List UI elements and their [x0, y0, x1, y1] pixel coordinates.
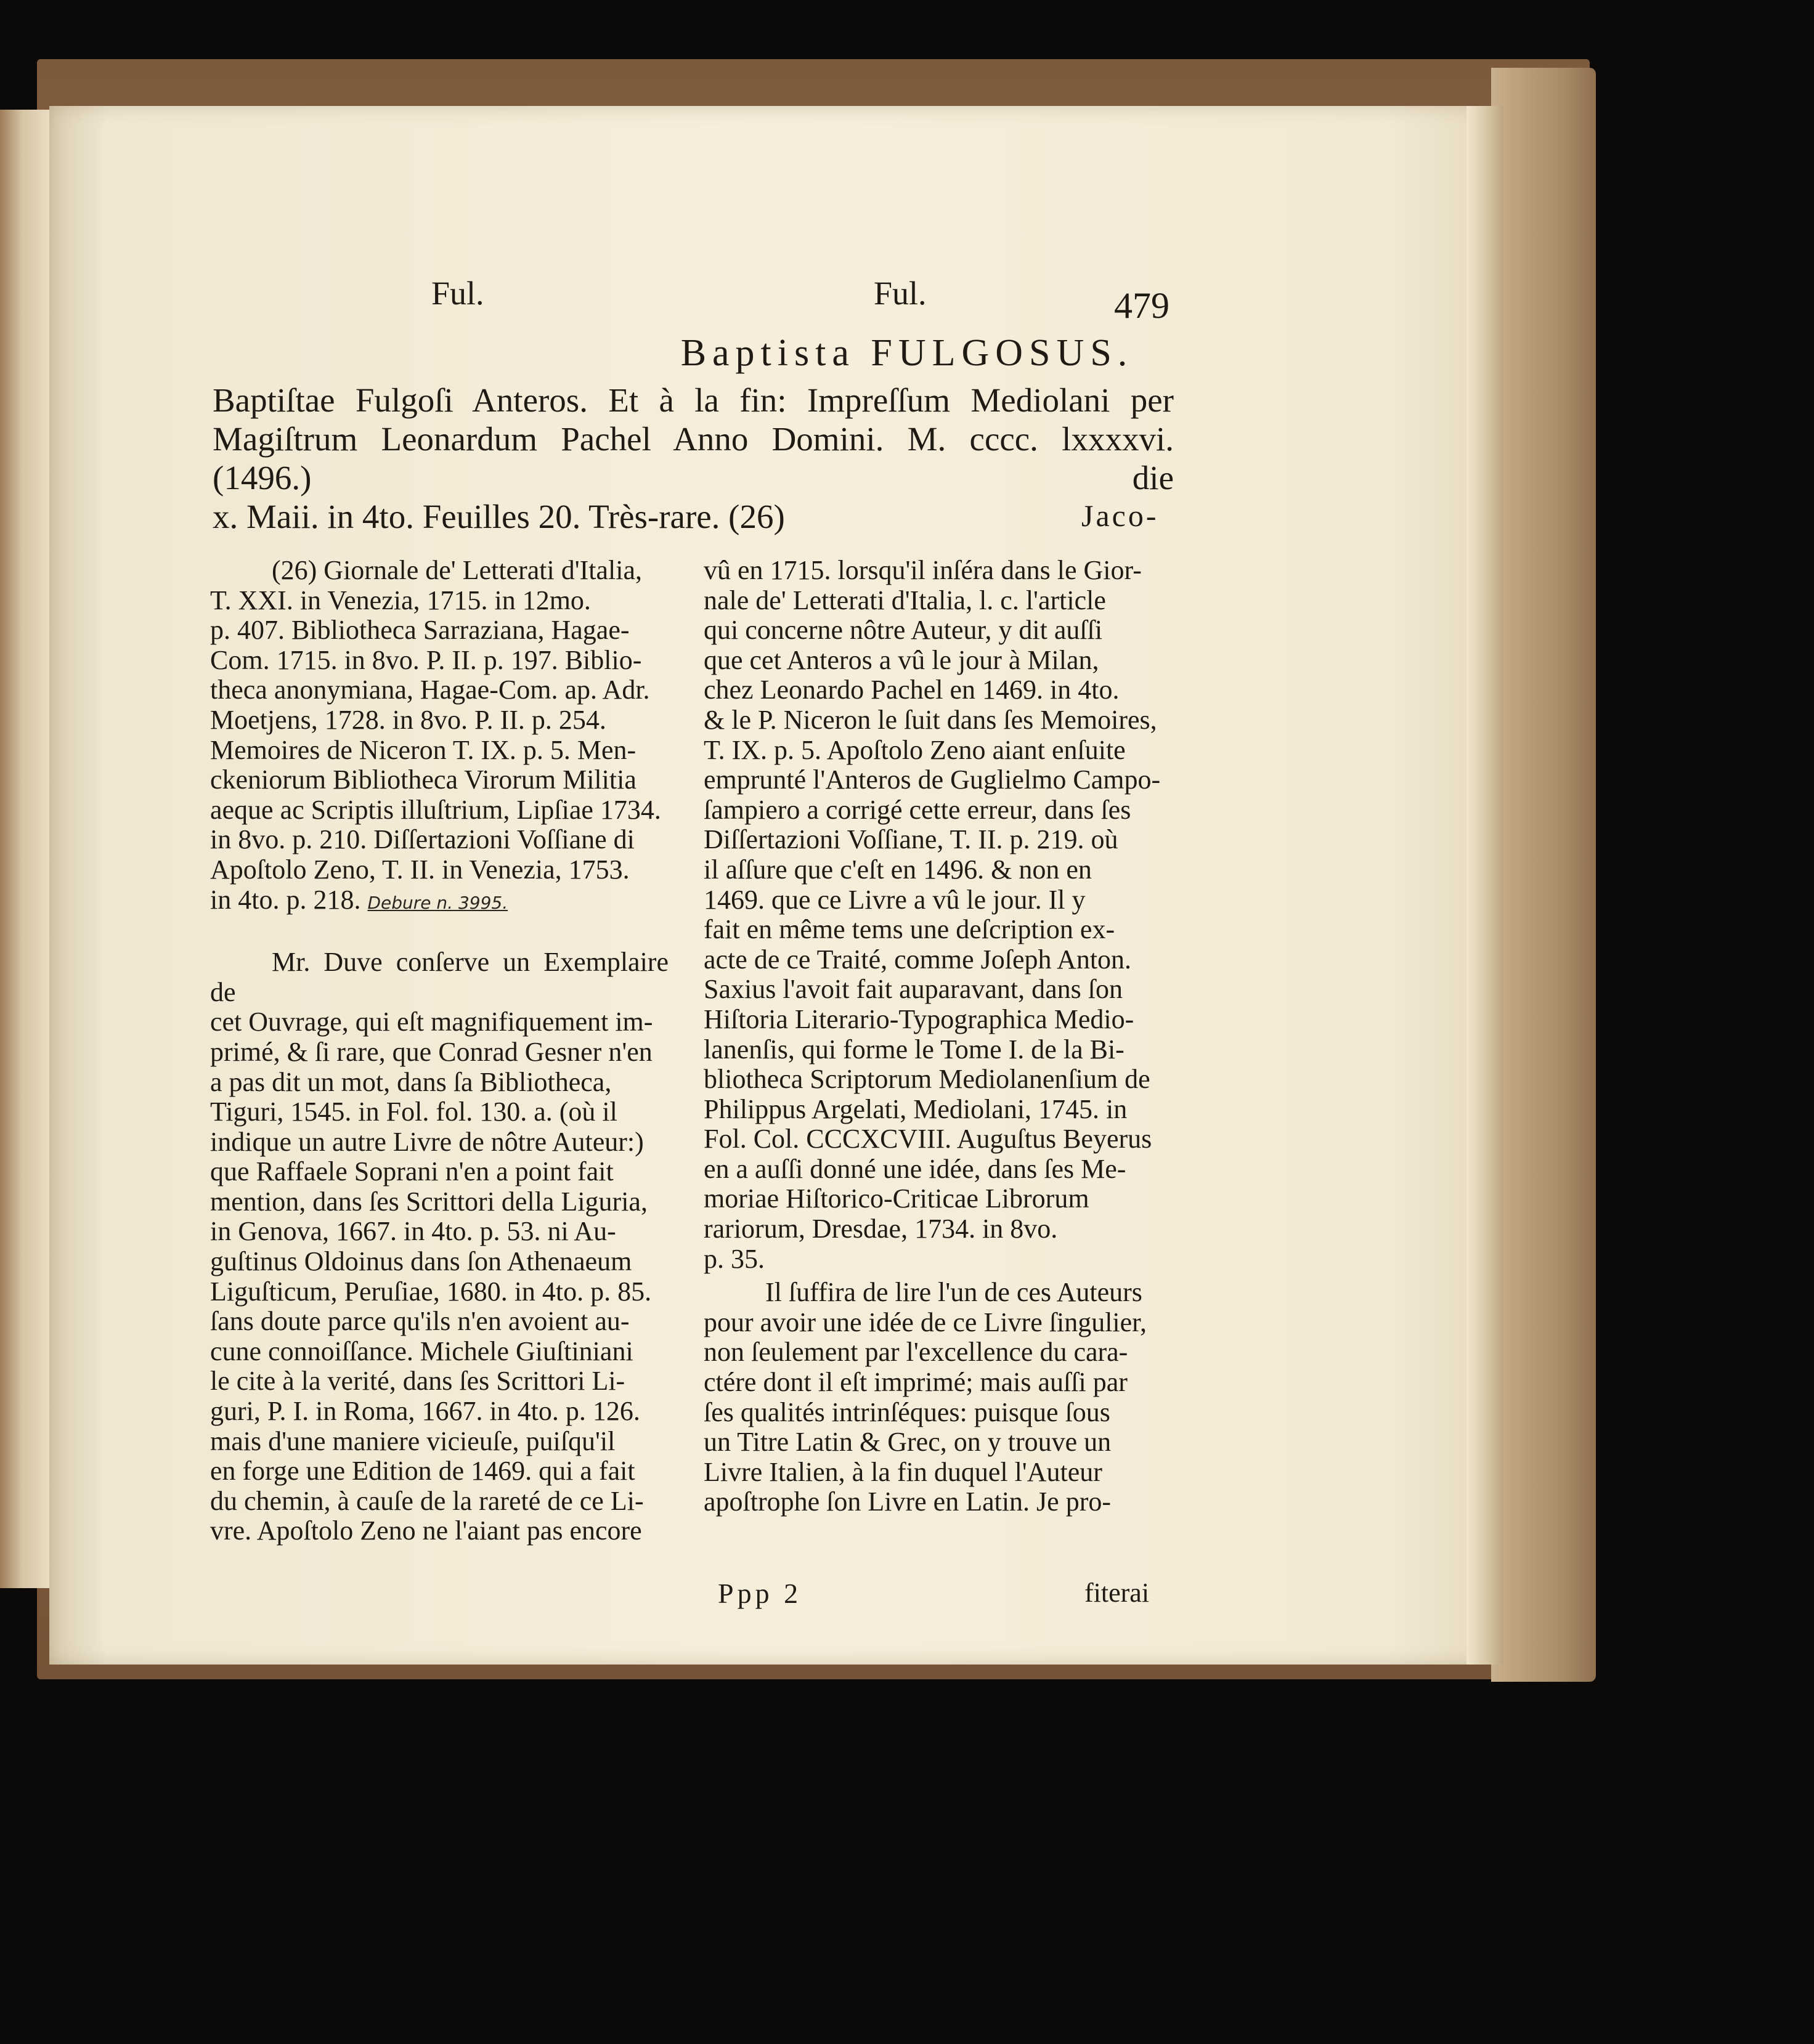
- body-line: rariorum, Dresdae, 1734. in 8vo.: [704, 1214, 1058, 1244]
- note-line: theca anonymiana, Hagae-Com. ap. Adr.: [210, 675, 650, 705]
- note-line: p. 407. Bibliotheca Sarraziana, Hagae-: [210, 615, 630, 646]
- body-line: Livre Italien, à la fin duquel l'Auteur: [704, 1456, 1102, 1487]
- entry-line: x. Maii. in 4to. Feuilles 20. Très-rare. (26): [213, 498, 785, 535]
- body-line: en a auſſi donné une idée, dans ſes Me-: [704, 1153, 1126, 1184]
- body-line: 1469. que ce Livre a vû le jour. Il y: [704, 884, 1086, 915]
- signature-mark: Ppp 2: [718, 1578, 802, 1609]
- body-line: chez Leonardo Pachel en 1469. in 4to.: [704, 675, 1120, 705]
- note-line: [210, 885, 669, 919]
- body-line: en forge une Edition de 1469. qui a fait: [210, 1456, 635, 1486]
- note-line: Apoſtolo Zeno, T. II. in Venezia, 1753.: [210, 854, 630, 885]
- body-line: que Raffaele Soprani n'en a point fait: [210, 1156, 614, 1187]
- body-line: Hiſtoria Literario-Typographica Medio-: [704, 1004, 1134, 1034]
- body-line: mention, dans ſes Scrittori della Liguria,: [210, 1186, 648, 1217]
- body-line: indique un autre Livre de nôtre Auteur:): [210, 1126, 644, 1157]
- note-line: aeque ac Scriptis illuſtrium, Lipſiae 1734.: [210, 794, 661, 825]
- body-line: T. IX. p. 5. Apoſtolo Zeno aiant enſuite: [704, 734, 1126, 765]
- body-line: cune connoiſſance. Michele Giuſtiniani: [210, 1336, 633, 1366]
- body-line: vre. Apoſtolo Zeno ne l'aiant pas encore: [210, 1515, 642, 1546]
- body-line: Diſſertazioni Voſſiane, T. II. p. 219. où: [704, 824, 1118, 855]
- body-line: nale de' Letterati d'Italia, l. c. l'article: [704, 585, 1106, 615]
- body-line: ſampiero a corrigé cette erreur, dans ſes: [704, 794, 1131, 825]
- entry-title: Baptista FULGOSUS.: [680, 332, 1134, 374]
- body-line: le cite à la verité, dans ſes Scrittori Li-: [210, 1366, 625, 1397]
- column-left: [210, 556, 669, 1546]
- body-line: Mr. Duve conſerve un Exemplaire de: [210, 947, 669, 1007]
- entry-line: Baptiſtae Fulgoſi Anteros. Et à la fin: Impreſſum Mediolani per: [213, 381, 1174, 419]
- running-head-left: Ful.: [431, 275, 484, 312]
- body-line: Il ſuffira de lire l'un de ces Auteurs: [765, 1277, 1142, 1308]
- body-line: a pas dit un mot, dans ſa Bibliotheca,: [210, 1066, 612, 1097]
- body-line: non ſeulement par l'excellence du cara-: [704, 1337, 1128, 1368]
- entry-line: Magiſtrum Leonardum Pachel Anno Domini. M. cccc. lxxxxvi. (1496.) die: [213, 420, 1174, 497]
- body-line: primé, & ſi rare, que Conrad Gesner n'en: [210, 1036, 653, 1067]
- body-line: & le P. Niceron le ſuit dans ſes Memoires,: [704, 704, 1157, 735]
- body-line: bliotheca Scriptorum Mediolanenſium de: [704, 1064, 1150, 1095]
- body-line: il aſſure que c'eſt en 1496. & non en: [704, 854, 1092, 885]
- body-line: guſtinus Oldoinus dans ſon Athenaeum: [210, 1246, 632, 1277]
- body-line: guri, P. I. in Roma, 1667. in 4to. p. 126.: [210, 1396, 640, 1427]
- catchword-top: Jaco-: [1081, 498, 1159, 533]
- note-line: Memoires de Niceron T. IX. p. 5. Men-: [210, 734, 637, 765]
- body-line: fait en même tems une deſcription ex-: [704, 914, 1115, 945]
- body-line: que cet Anteros a vû le jour à Milan,: [704, 644, 1099, 675]
- entry-description: [213, 381, 1174, 536]
- catchword-bottom: fiterai: [1084, 1578, 1150, 1608]
- body-line: mais d'une maniere vicieuſe, puiſqu'il: [210, 1426, 616, 1456]
- note-line-text: in 4to. p. 218.: [210, 884, 361, 915]
- running-head-center: Ful.: [874, 275, 927, 312]
- cover-edge: [1491, 68, 1596, 1682]
- body-line: ctére dont il eſt imprimé; mais auſſi par: [704, 1367, 1128, 1398]
- body-line: acte de ce Traité, comme Joſeph Anton.: [704, 944, 1132, 975]
- body-line: pour avoir une idée de ce Livre ſingulier,: [704, 1307, 1147, 1337]
- body-line: cet Ouvrage, qui eſt magnifiquement im-: [210, 1007, 653, 1037]
- note-line: in 8vo. p. 210. Diſſertazioni Voſſiane di: [210, 824, 635, 855]
- handwritten-annotation: Debure n. 3995.: [367, 892, 508, 913]
- column-right: [704, 556, 1168, 1517]
- note-line: Com. 1715. in 8vo. P. II. p. 197. Biblio-: [210, 644, 642, 675]
- body-line: in Genova, 1667. in 4to. p. 53. ni Au-: [210, 1216, 616, 1247]
- note-line: (26) Giornale de' Letterati d'Italia,: [272, 555, 643, 585]
- body-line: qui concerne nôtre Auteur, y dit auſſi: [704, 615, 1103, 646]
- body-line: vû en 1715. lorsqu'il inſéra dans le Gior-: [704, 555, 1142, 585]
- body-line: Tiguri, 1545. in Fol. fol. 130. a. (où il: [210, 1097, 617, 1127]
- body-line: ſans doute parce qu'ils n'en avoient au-: [210, 1306, 630, 1337]
- note-line: Moetjens, 1728. in 8vo. P. II. p. 254.: [210, 704, 606, 735]
- body-line: moriae Hiſtorico-Criticae Librorum: [704, 1183, 1089, 1214]
- body-line: apoſtrophe ſon Livre en Latin. Je pro-: [704, 1486, 1112, 1517]
- body-line: Saxius l'avoit fait auparavant, dans ſon: [704, 974, 1123, 1005]
- body-line: Fol. Col. CCCXCVIII. Auguſtus Beyerus: [704, 1124, 1152, 1154]
- body-line: Philippus Argelati, Mediolani, 1745. in: [704, 1093, 1128, 1124]
- body-line: Liguſticum, Peruſiae, 1680. in 4to. p. 85.: [210, 1276, 652, 1307]
- body-line: du chemin, à cauſe de la rareté de ce Li-: [210, 1485, 644, 1516]
- body-line: p. 35.: [704, 1243, 765, 1274]
- body-line: emprunté l'Anteros de Guglielmo Campo-: [704, 764, 1161, 795]
- page-number: 479: [1114, 285, 1169, 326]
- body-line: lanenſis, qui forme le Tome I. de la Bi-: [704, 1034, 1125, 1065]
- note-line: T. XXI. in Venezia, 1715. in 12mo.: [210, 585, 591, 615]
- body-line: ſes qualités intrinſéques: puisque ſous: [704, 1397, 1110, 1427]
- note-line: ckeniorum Bibliotheca Virorum Militia: [210, 764, 637, 795]
- body-line: un Titre Latin & Grec, on y trouve un: [704, 1427, 1112, 1458]
